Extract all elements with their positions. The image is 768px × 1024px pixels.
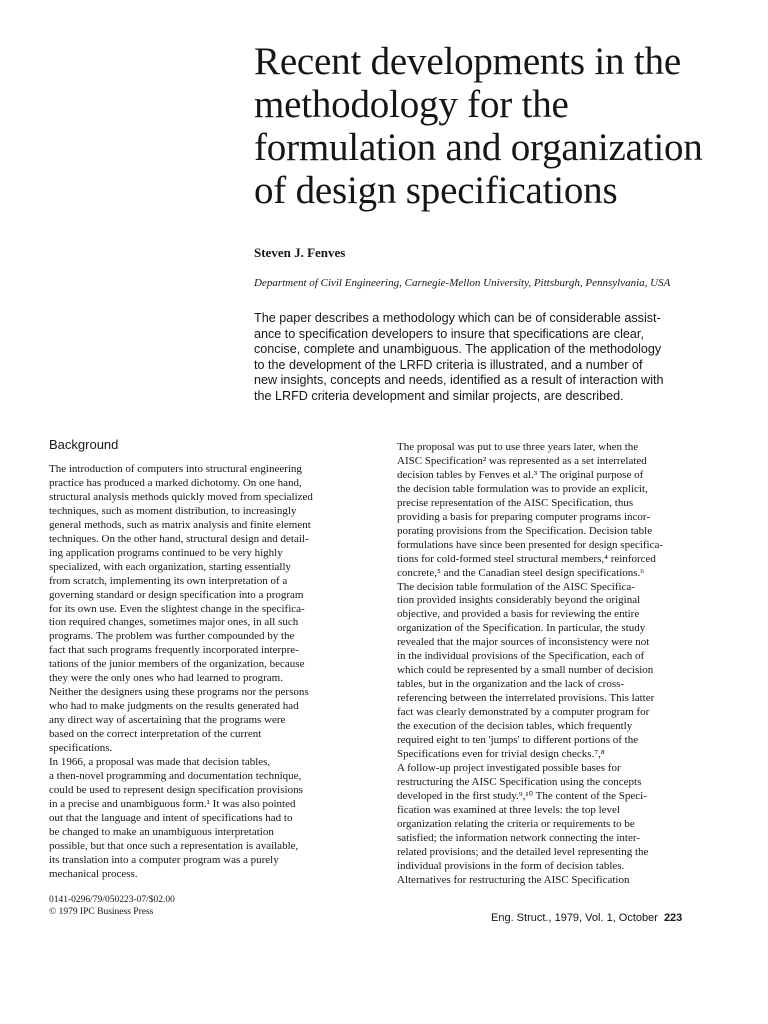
body-text-line: practice has produced a marked dichotomy. On one hand, [49,476,302,489]
right-body-column [397,441,663,888]
body-text-line: based on the correct interpretation of the current [49,728,262,741]
body-text-line: developed in the first study.⁹,¹⁰ The content of the Speci- [397,789,647,802]
body-text-line: techniques. On the other hand, structural design and detail- [49,532,309,545]
body-text-line: Neither the designers using these programs nor the persons [49,686,309,699]
abstract-line: concise, complete and unambiguous. The application of the methodology [254,342,662,357]
abstract-line: The paper describes a methodology which can be of considerable assist- [254,311,661,325]
body-text-line: any direct way of ascertaining that the programs were [49,714,286,727]
author-affiliation: Department of Civil Engineering, Carnegie-Mellon University, Pittsburgh, Pennsylvania, USA [254,277,671,289]
abstract [254,311,728,405]
journal-footer [491,912,682,924]
body-text-line: governing standard or design specification into a program [49,588,304,601]
body-text-line: related provisions; and the detailed level representing the [397,845,649,858]
title-line: methodology for the [254,83,569,126]
abstract-line: ance to specification developers to insure that specifications are clear, [254,326,644,341]
issn-line: 0141-0296/79/050223-07/$02.00 [49,895,175,905]
body-text-line: the execution of the decision tables, which frequently [397,720,633,733]
body-text-line: techniques, such as moment distribution, to increasingly [49,504,297,517]
section-heading: Background [49,437,119,452]
body-text-line: ing application programs continued to be very highly [49,546,283,559]
body-text-line: precise representation of the AISC Specification, thus [397,496,634,509]
page-number: 223 [663,912,683,924]
body-text-line: organization relating the criteria or requirements to be [397,817,635,830]
body-text-line: in the individual provisions of the Specification, each of [397,650,645,663]
body-text-line: required eight to ten 'jumps' to different portions of the [397,734,639,747]
body-text-line: tion provided insights considerably beyond the original [397,594,641,607]
body-text-line: organization of the Specification. In particular, the study [397,622,646,635]
article-title [254,40,754,212]
body-text-line: mechanical process. [49,867,138,880]
body-text-line: The decision table formulation of the AISC Specifica- [397,580,635,593]
body-text-line: the decision table formulation was to provide an explicit, [397,482,648,495]
body-text-line: tables, but in the organization and the lack of cross- [397,678,625,691]
body-text-line: who had to make judgments on the results generated had [49,700,299,713]
body-text-line: revealed that the major sources of inconsistency were not [397,636,650,649]
body-text-line: they were the only ones who had learned to program. [49,672,283,685]
body-text-line: a then-novel programming and documentation technique, [49,769,302,782]
body-text-line: formulations have since been presented for design specifica- [397,538,664,551]
title-line: of design specifications [254,169,618,212]
body-text-line: The introduction of computers into structural engineering [49,463,302,475]
body-text-line: specifications. [49,742,113,755]
title-line: formulation and organization [254,126,703,169]
body-text-line: restructuring the AISC Specification using the concepts [397,775,642,788]
copyright-line: © 1979 IPC Business Press [49,907,154,917]
body-text-line: tions for cold-formed steel structural members,⁴ reinforced [397,552,656,565]
body-text-line: referencing between the interrelated provisions. This latter [397,692,655,705]
body-text-line: out that the language and intent of specifications had to [49,811,293,824]
body-text-line: In 1966, a proposal was made that decision tables, [49,756,271,769]
body-text-line: concrete,⁵ and the Canadian steel design specifications.⁶ [397,566,645,579]
body-text-line: could be used to represent design specification provisions [49,783,303,796]
body-text-line: from scratch, implementing its own interpretation of a [49,574,288,587]
body-text-line: possible, but that once such a representation is available, [49,839,299,852]
left-body-column [49,463,313,882]
journal-citation: Eng. Struct., 1979, Vol. 1, October [491,912,658,924]
abstract-line: the LRFD criteria development and similar projects, are described. [254,388,624,403]
body-text-line: A follow-up project investigated possible bases for [397,761,621,774]
body-text-line: general methods, such as matrix analysis and finite element [49,518,311,531]
abstract-line: new insights, concepts and needs, identified as a result of interaction with [254,373,664,388]
body-text-line: Specifications even for trivial design checks.⁷,⁸ [397,747,605,760]
author-name: Steven J. Fenves [254,245,346,260]
body-text-line: fact that such programs frequently incorporated interpre- [49,644,299,657]
copyright-block [49,894,175,918]
body-text-line: programs. The problem was further compounded by the [49,630,295,643]
body-text-line: individual provisions in the form of decision tables. [397,859,625,872]
body-text-line: decision tables by Fenves et al.³ The original purpose of [397,468,644,481]
body-text-line: porating provisions from the Specification. Decision table [397,524,653,537]
body-text-line: AISC Specification² was represented as a set interrelated [397,454,647,467]
body-text-line: tations of the junior members of the organization, because [49,658,305,671]
body-text-line: Alternatives for restructuring the AISC Specification [397,873,630,886]
body-text-line: tion required changes, sometimes major ones, in all such [49,616,299,629]
body-text-line: fact was clearly demonstrated by a computer program for [397,706,650,719]
body-text-line: specialized, with each organization, starting essentially [49,560,292,573]
body-text-line: structural analysis methods quickly moved from specialized [49,490,313,503]
title-line: Recent developments in the [254,40,681,83]
body-text-line: for its own use. Even the slightest change in the specifica- [49,602,305,615]
abstract-line: to the development of the LRFD criteria is illustrated, and a number of [254,357,643,372]
body-text-line: its translation into a computer program was a purely [49,853,279,866]
body-text-line: objective, and provided a basis for reviewing the entire [397,608,640,621]
body-text-line: satisfied; the information network connecting the inter- [397,831,640,844]
body-text-line: fication was examined at three levels: the top level [397,803,620,816]
body-text-line: in a precise and unambiguous form.¹ It was also pointed [49,797,296,810]
body-text-line: providing a basis for preparing computer programs incor- [397,510,651,523]
body-text-line: be changed to make an unambiguous interpretation [49,825,274,838]
body-text-line: The proposal was put to use three years later, when the [397,441,639,453]
body-text-line: which could be represented by a small number of decision [397,664,654,677]
